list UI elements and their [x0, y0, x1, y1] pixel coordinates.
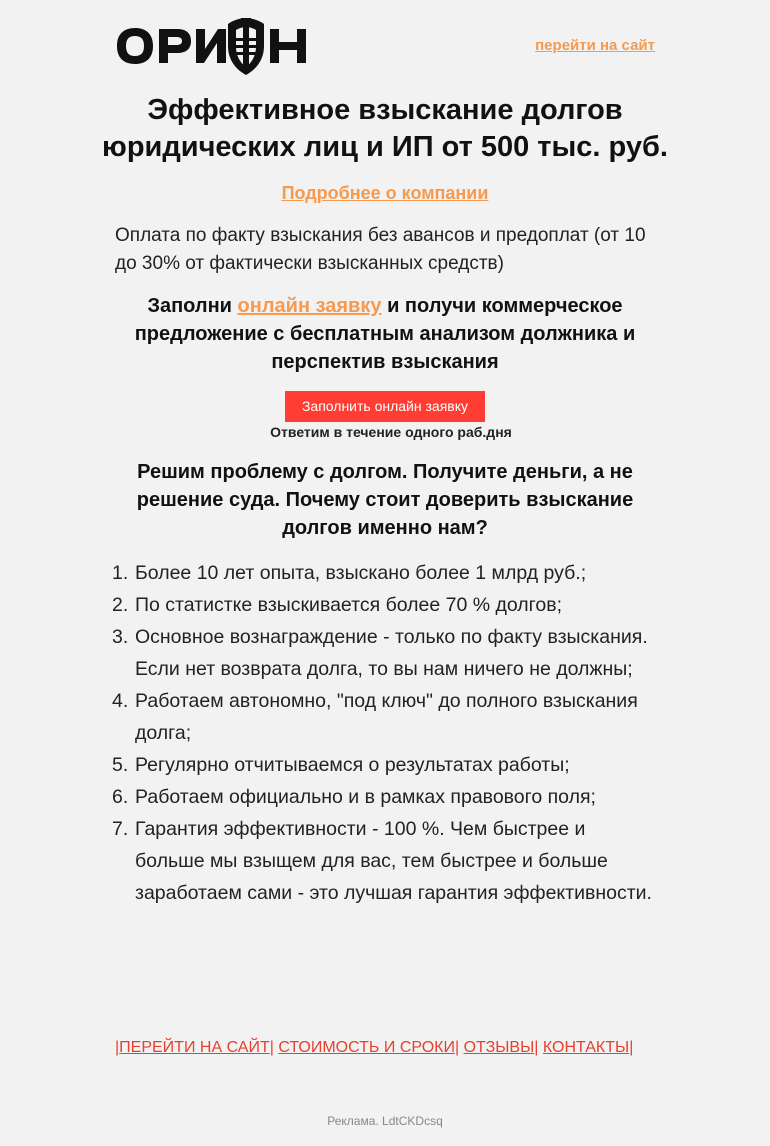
- footer-nav: [115, 1039, 633, 1057]
- nav-separator: |: [534, 1039, 539, 1056]
- about-link-wrapper: [0, 183, 770, 204]
- header: [115, 16, 655, 78]
- footer-link-pricing[interactable]: СТОИМОСТЬ И СРОКИ: [278, 1039, 455, 1056]
- list-item-text: Работаем официально и в рамках правового поля;: [135, 786, 596, 808]
- orion-logo-icon: [115, 16, 315, 78]
- fill-request-button[interactable]: Заполнить онлайн заявку: [285, 391, 485, 422]
- list-item: [112, 589, 655, 621]
- footer-link-site[interactable]: ПЕРЕЙТИ НА САЙТ: [119, 1039, 270, 1056]
- go-to-site-link[interactable]: перейти на сайт: [535, 37, 655, 54]
- list-item-text: Основное вознаграждение - только по факту взыскания. Если нет возврата долга, то вы нам ничего не должны;: [135, 626, 648, 680]
- about-company-link[interactable]: Подробнее о компании: [281, 183, 489, 203]
- list-item-number: 2.: [112, 594, 129, 616]
- reply-time-note: Ответим в течение одного раб.дня: [270, 424, 512, 440]
- list-item-number: 3.: [112, 626, 129, 648]
- nav-separator: |: [454, 1039, 460, 1056]
- list-item: [112, 621, 655, 685]
- nav-separator: |: [629, 1039, 634, 1056]
- benefits-list: [112, 557, 655, 909]
- list-item: [112, 749, 655, 781]
- nav-separator: |: [115, 1039, 120, 1056]
- page-title-line-1: Эффективное взыскание долгов: [147, 94, 623, 126]
- list-item-number: 4.: [112, 690, 129, 712]
- list-item-text: Более 10 лет опыта, взыскано более 1 млрд руб.;: [135, 562, 587, 584]
- list-item-number: 1.: [112, 562, 129, 584]
- footer-link-reviews[interactable]: ОТЗЫВЫ: [463, 1039, 535, 1056]
- list-item-text: Работаем автономно, "под ключ" до полного взыскания долга;: [135, 690, 638, 744]
- list-item-text: Гарантия эффективности - 100 %. Чем быстрее и больше мы взыщем для вас, тем быстрее и больше заработаем сами - это лучшая гарантия эффективности.: [135, 818, 652, 904]
- online-request-link[interactable]: онлайн заявку: [237, 295, 382, 317]
- nav-separator: |: [269, 1039, 274, 1056]
- list-item: [112, 813, 655, 909]
- list-item-text: Регулярно отчитываемся о результатах работы;: [135, 754, 570, 776]
- list-item: [112, 557, 655, 589]
- cta-prefix: Заполни: [147, 295, 232, 317]
- list-item-number: 7.: [112, 818, 129, 840]
- list-item: [112, 781, 655, 813]
- why-us-heading: Решим проблему с долгом. Получите деньги, а не решение суда. Почему стоит доверить взыскание долгов именно нам?: [136, 461, 634, 539]
- payment-terms-text: Оплата по факту взыскания без авансов и предоплат (от 10 до 30% от фактически взысканных средств): [115, 225, 646, 274]
- orion-logo[interactable]: [115, 16, 315, 78]
- list-item-number: 5.: [112, 754, 129, 776]
- list-item-text: По статистке взыскивается более 70 % долгов;: [135, 594, 562, 616]
- list-item-number: 6.: [112, 786, 129, 808]
- ad-label: Реклама. LdtCKDcsq: [327, 1114, 443, 1128]
- page-title-line-2: юридических лиц и ИП от 500 тыс. руб.: [102, 131, 668, 163]
- page-title: [0, 92, 770, 166]
- cta-suffix: и получи коммерческое предложение с бесплатным анализом должника и перспектив взыскания: [134, 295, 636, 373]
- cta-text: [115, 292, 655, 376]
- footer-link-contacts[interactable]: КОНТАКТЫ: [542, 1039, 630, 1056]
- list-item: [112, 685, 655, 749]
